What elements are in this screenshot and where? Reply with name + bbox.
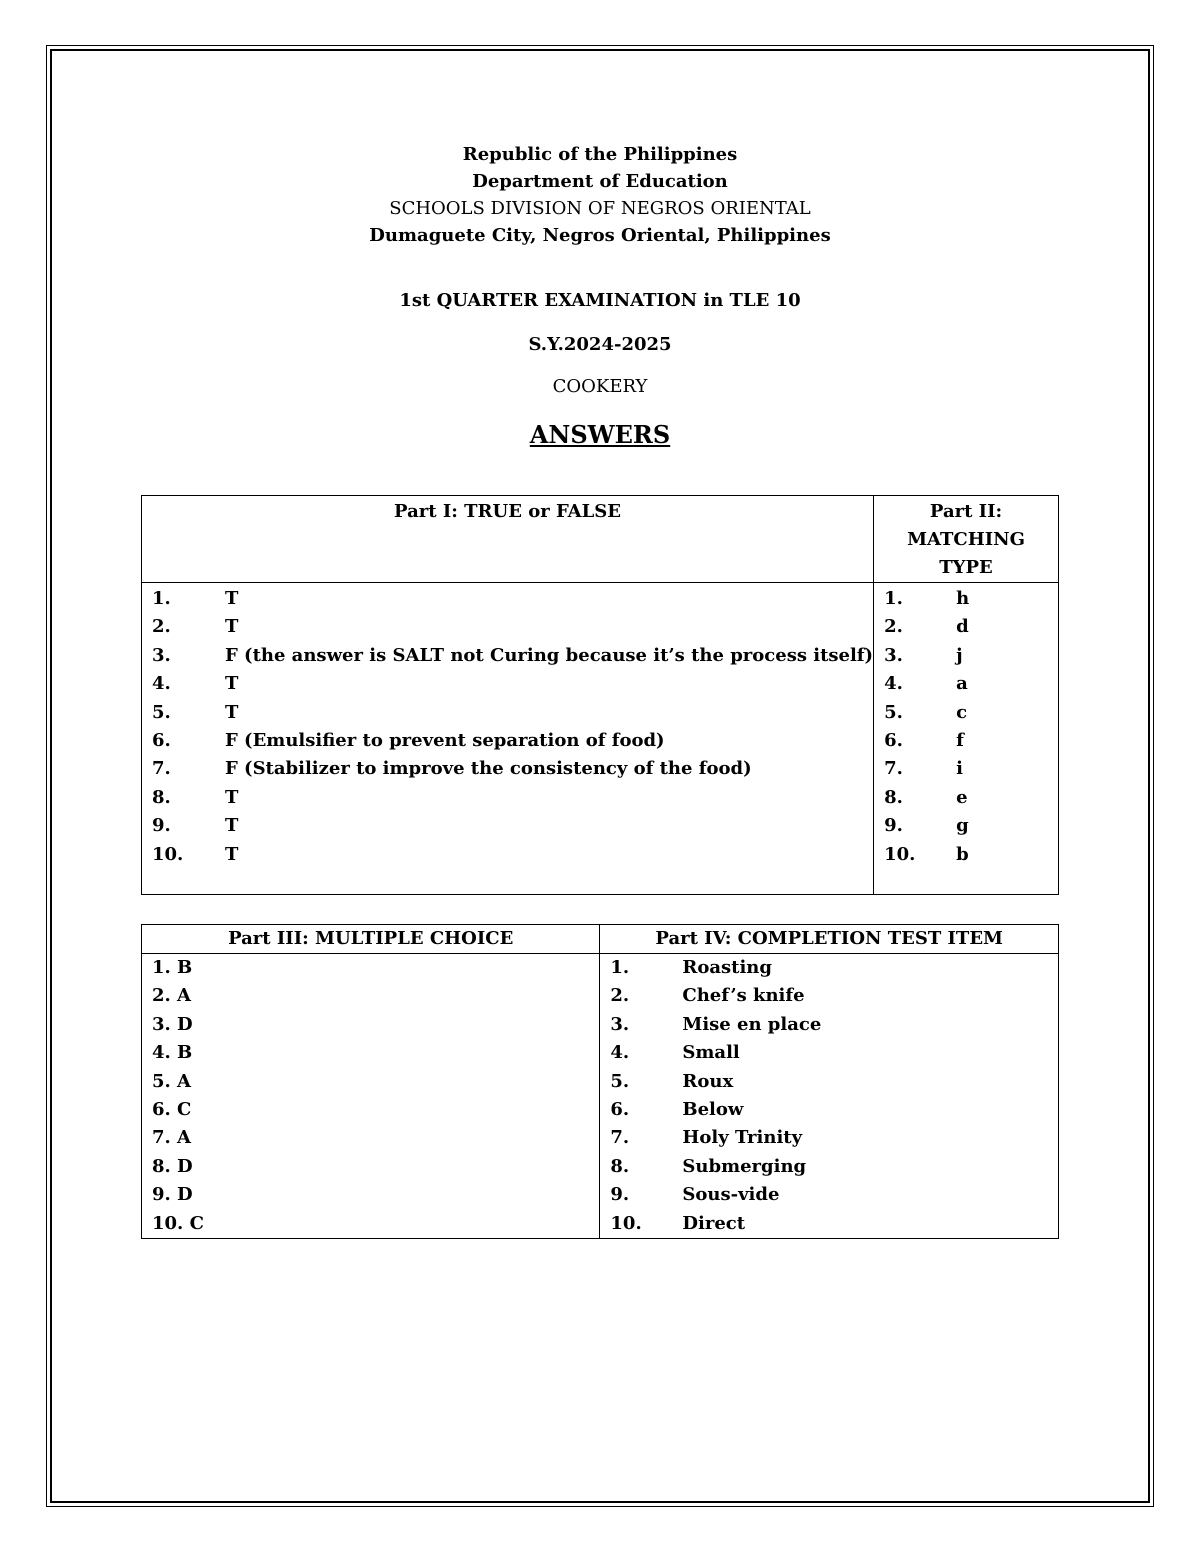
list-item: 10. C [152,1212,204,1234]
list-item: 8. T [152,786,239,808]
list-item: 5. T [152,701,239,723]
list-item: 5. c [884,701,968,723]
list-item: 10. b [884,843,969,865]
list-item: 10. Direct [610,1212,746,1234]
list-item: 1. h [884,588,970,609]
list-item: 6. Below [610,1098,744,1120]
list-item: 4. B [152,1042,193,1064]
answers-heading: ANSWERS [529,420,671,449]
school-year: S.Y.2024-2025 [528,334,672,355]
list-item: 6. f [884,729,964,751]
exam-title: 1st QUARTER EXAMINATION in TLE 10 [399,290,801,311]
list-item: 6. C [152,1098,192,1120]
part4-answers [600,954,1059,1239]
list-item: 1. B [152,957,193,978]
list-item: 4. T [152,673,239,695]
list-item: 3. F (the answer is SALT not Curing because it’s the process itself) [152,644,874,666]
part2-title [874,496,1059,583]
list-item: 9. Sous-vide [610,1184,780,1206]
republic-line: Republic of the Philippines [462,144,738,165]
part2-title-line1: Part II: MATCHING [907,501,1025,550]
part1-answers [142,583,874,895]
part2-answers [874,583,1059,895]
part4-title: Part IV: COMPLETION TEST ITEM [600,925,1059,954]
list-item: 2. T [152,616,239,638]
list-item: 2. Chef’s knife [610,985,805,1007]
list-item: 9. T [152,815,239,837]
list-item: 7. Holy Trinity [610,1127,803,1149]
list-item: 3. j [884,644,963,666]
list-item: 9. D [152,1184,193,1206]
list-item: 7. i [884,758,963,780]
parts-1-2-table [141,495,1059,895]
list-item: 10. T [152,843,239,865]
list-item: 2. d [884,616,969,638]
department-line: Department of Education [472,171,728,192]
list-item: 5. Roux [610,1070,734,1092]
list-item: 1. Roasting [610,957,772,978]
list-item: 6. F (Emulsifier to prevent separation of food) [152,729,665,751]
part3-title: Part III: MULTIPLE CHOICE [142,925,600,954]
part1-title: Part I: TRUE or FALSE [142,496,874,583]
list-item: 8. Submerging [610,1155,807,1177]
parts-3-4-table [141,924,1059,1239]
list-item: 3. Mise en place [610,1013,822,1035]
list-item: 8. D [152,1155,193,1177]
list-item: 8. e [884,786,968,808]
list-item: 9. g [884,815,969,837]
list-item: 3. D [152,1013,193,1035]
address-line: Dumaguete City, Negros Oriental, Philippines [369,225,831,246]
letterhead [0,141,1200,249]
part3-answers [142,954,600,1239]
list-item: 2. A [152,985,192,1007]
list-item: 5. A [152,1070,192,1092]
list-item: 4. a [884,673,968,695]
subject: COOKERY [552,376,648,397]
list-item: 7. A [152,1127,192,1149]
list-item: 1. T [152,588,239,609]
part2-title-line2: TYPE [939,557,993,578]
list-item: 4. Small [610,1042,740,1064]
division-line: SCHOOLS DIVISION OF NEGROS ORIENTAL [389,198,811,219]
list-item: 7. F (Stabilizer to improve the consistency of the food) [152,758,752,780]
